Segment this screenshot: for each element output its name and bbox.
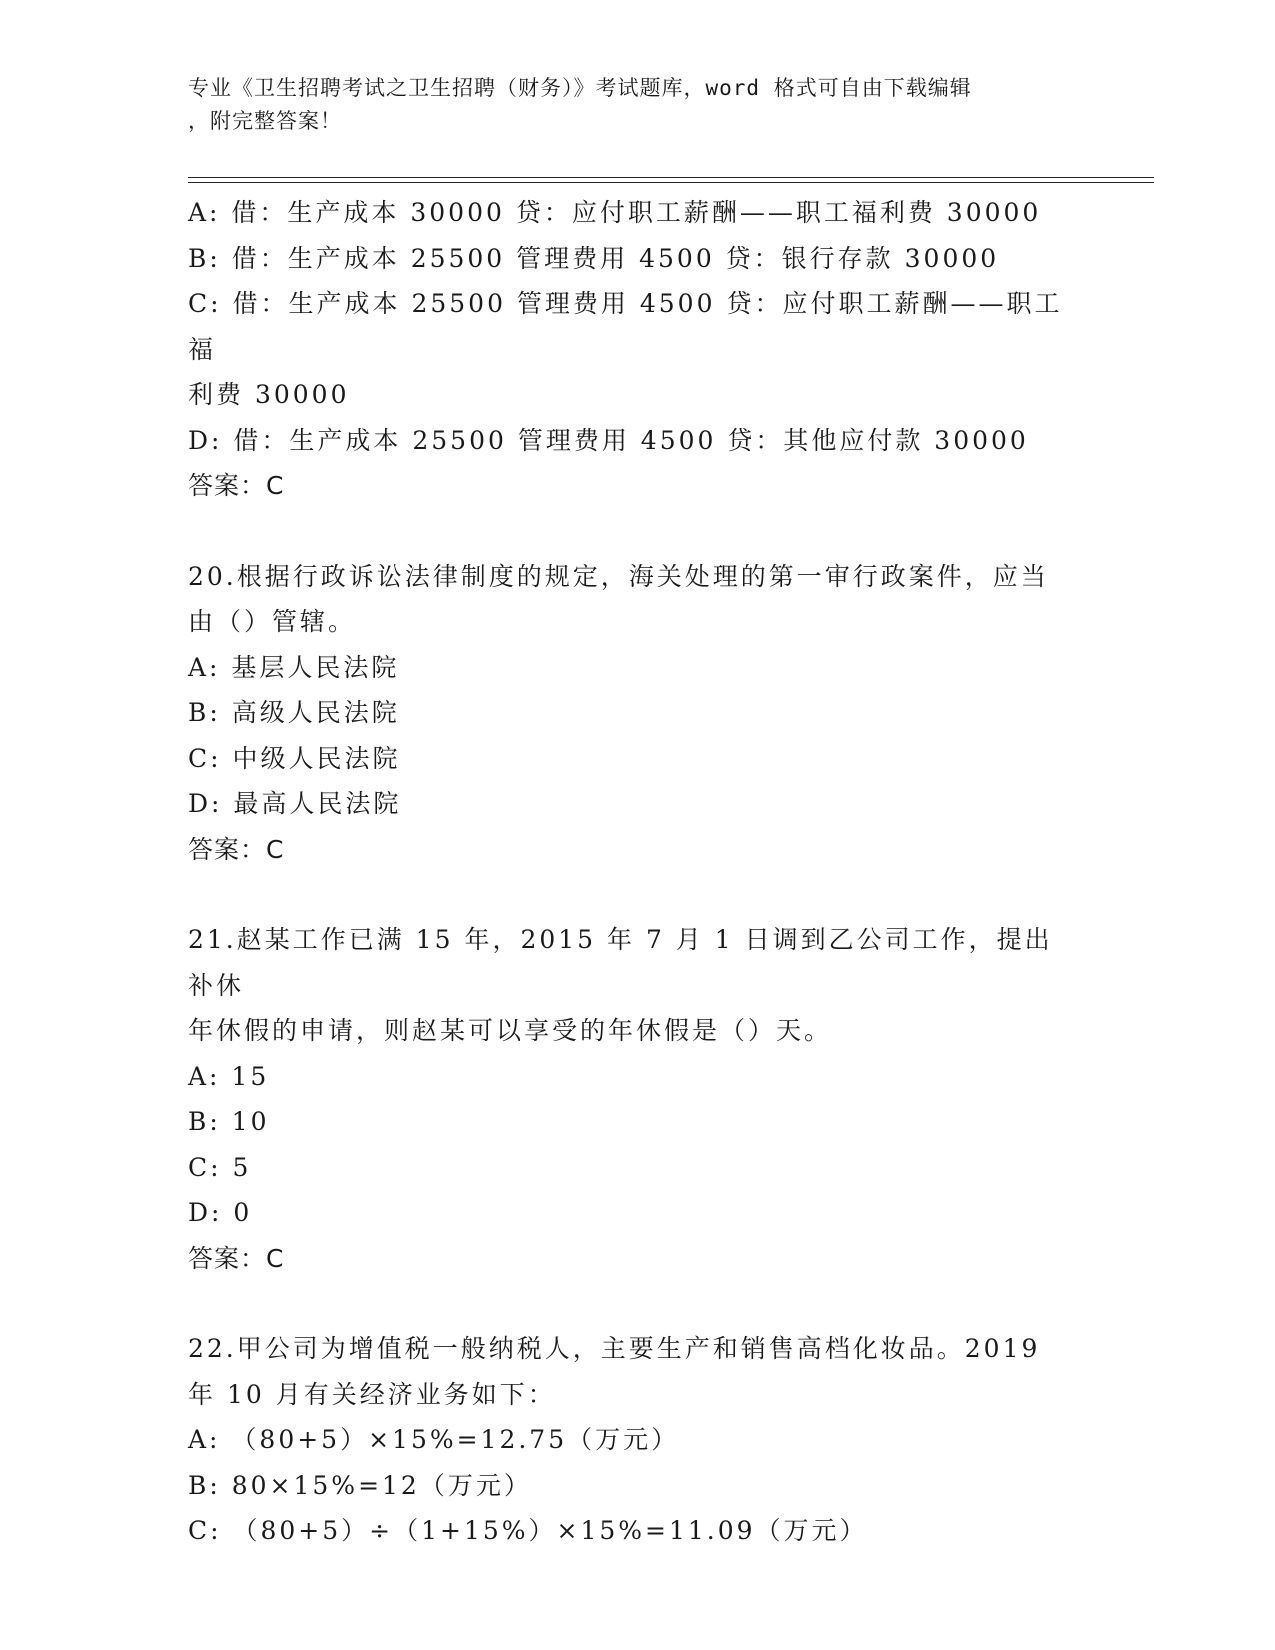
option-b: B: 高级人民法院: [188, 698, 400, 727]
header-line-1: 专业《卫生招聘考试之卫生招聘（财务）》考试题库，word 格式可自由下载编辑: [188, 76, 972, 100]
spacer: [188, 509, 1068, 554]
option-d: D: 借：生产成本 25500 管理费用 4500 贷：其他应付款 30000: [188, 425, 1029, 455]
option-b: B: 10: [188, 1107, 270, 1136]
header-divider-top: [188, 177, 1154, 178]
option-a: A: （80+5）×15%=12.75（万元）: [188, 1425, 680, 1454]
option-c: C: 5: [188, 1152, 252, 1182]
answer: 答案：C: [188, 834, 285, 864]
question-stem-continued: 年休假的申请，则赵某可以享受的年休假是（）天。: [188, 1016, 833, 1045]
option-c-continued: 利费 30000: [188, 380, 350, 409]
question-stem: 21.赵某工作已满 15 年，2015 年 7 月 1 日调到乙公司工作，提出补休: [188, 925, 1053, 1000]
spacer: [188, 1281, 1068, 1326]
question-stem-continued: 年 10 月有关经济业务如下：: [188, 1379, 556, 1409]
question-stem: 20.根据行政诉讼法律制度的规定，海关处理的第一审行政案件，应当: [188, 561, 1049, 591]
question-content: [188, 190, 1068, 1554]
question-19-tail: [188, 190, 1068, 509]
option-c: C: 借：生产成本 25500 管理费用 4500 贷：应付职工薪酬——职工福: [188, 289, 1063, 364]
option-a: A: 借：生产成本 30000 贷：应付职工薪酬——职工福利费 30000: [188, 198, 1042, 227]
option-d: D: 0: [188, 1198, 253, 1227]
question-20: [188, 554, 1068, 873]
option-a: A: 基层人民法院: [188, 652, 400, 682]
option-a: A: 15: [188, 1061, 270, 1091]
question-stem: 22.甲公司为增值税一般纳税人，主要生产和销售高档化妆品。2019: [188, 1334, 1041, 1363]
document-header: [188, 72, 1068, 138]
option-b: B: 80×15%=12（万元）: [188, 1470, 532, 1500]
question-stem-continued: 由（）管辖。: [188, 607, 357, 636]
option-d: D: 最高人民法院: [188, 789, 402, 818]
header-line-2: ，附完整答案！: [188, 109, 342, 133]
question-22: [188, 1326, 1068, 1554]
answer: 答案：C: [188, 471, 285, 500]
answer: 答案：C: [188, 1243, 285, 1273]
option-c: C: 中级人民法院: [188, 743, 401, 773]
header-divider-bottom: [188, 182, 1154, 183]
option-c: C: （80+5）÷（1+15%）×15%=11.09（万元）: [188, 1516, 868, 1545]
question-21: [188, 917, 1068, 1281]
option-b: B: 借：生产成本 25500 管理费用 4500 贷：银行存款 30000: [188, 243, 1000, 273]
spacer: [188, 872, 1068, 917]
